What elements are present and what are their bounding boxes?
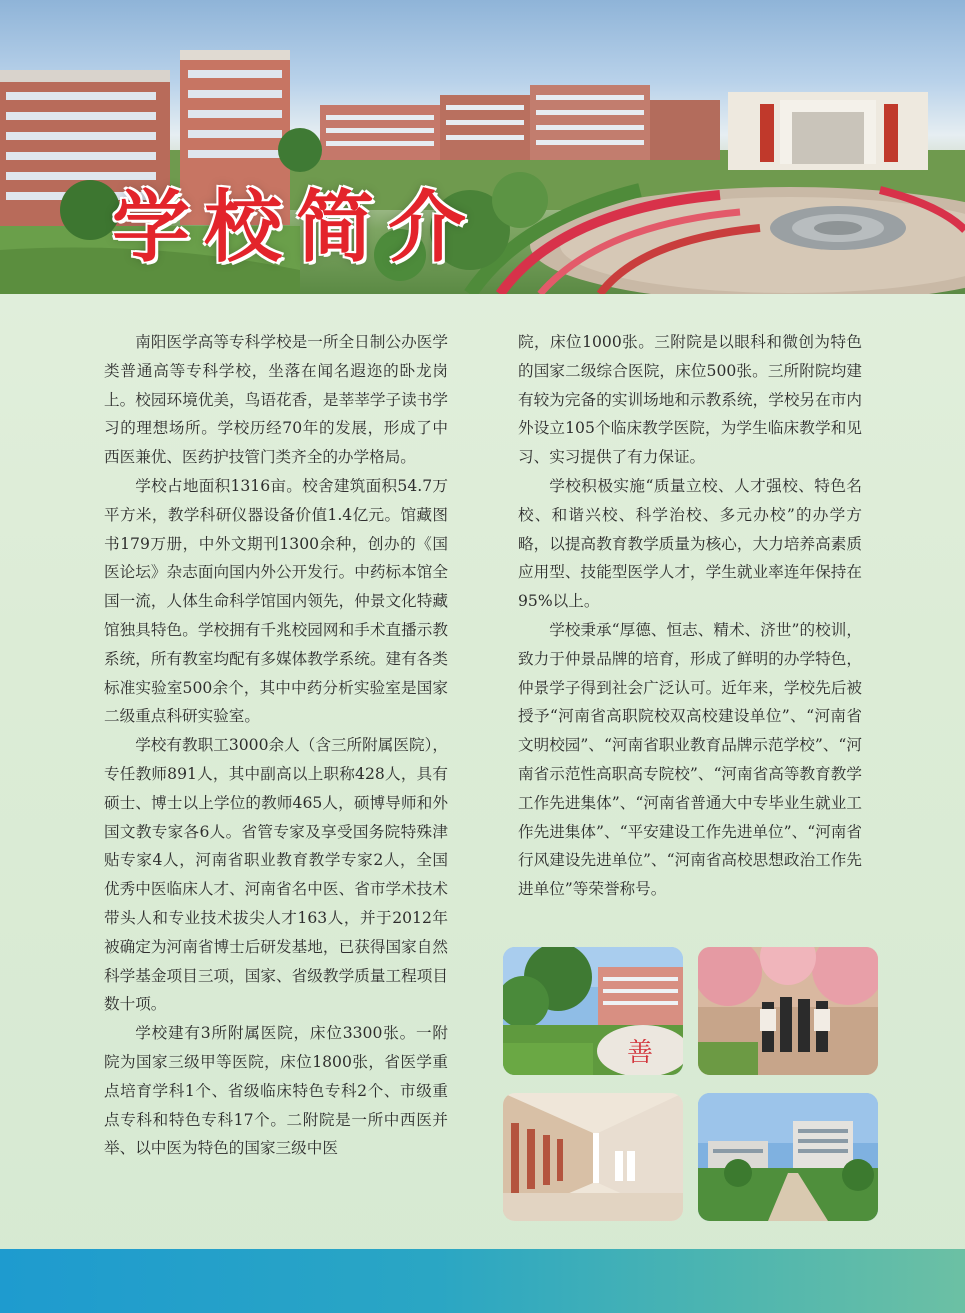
campus-banner: [0, 0, 965, 294]
photo-campus-building: [698, 1093, 878, 1221]
intro-right-column: [518, 328, 862, 904]
footer-band: [0, 1249, 965, 1313]
intro-paragraph: 学校占地面积1316亩。校舍建筑面积54.7万平方米，教学科研仪器设备价值1.4亿元。馆藏图书179万册，中外文期刊1300余种，创办的《国医论坛》杂志面向国内外公开发行。中药标本馆全国一流，人体生命科学馆国内领先，仲景文化特藏馆独具特色。学校拥有千兆校园网和手术直播示教系统，所有教室均配有多媒体教学系统。建有各类标准实验室500余个，其中中药分析实验室是国家二级重点科研实验室。: [104, 476, 448, 726]
intro-paragraph: 学校秉承“厚德、恒志、精术、济世”的校训，致力于仲景品牌的培育，形成了鲜明的办学特色，仲景学子得到社会广泛认可。近年来，学校先后被授予“河南省高职院校双高校建设单位”、“河南省文明校园”、“河南省职业教育品牌示范学校”、“河南省示范性高职高专院校”、“河南省高等教育教学工作先进集体”、“河南省普通大中专毕业生就业工作先进集体”、“平安建设工作先进单位”、“河南省行风建设先进单位”、“河南省高校思想政治工作先进单位”等荣誉称号。: [518, 620, 862, 899]
stone-inscription: 善: [627, 1038, 654, 1068]
intro-left-column: [104, 328, 448, 1163]
intro-paragraph: 南阳医学高等专科学校是一所全日制公办医学类普通高等专科学校，坐落在闻名遐迩的卧龙岗上。校园环境优美，鸟语花香，是莘莘学子读书学习的理想场所。学校历经70年的发展，形成了中西医兼优、医药护技管门类齐全的办学格局。: [104, 333, 448, 467]
page-title: 学校简介: [112, 182, 481, 273]
intro-paragraph-continued: 院，床位1000张。三附院是以眼科和微创为特色的国家二级综合医院，床位500张。三所附院均建有较为完备的实训场地和示教系统，学校另在市内外设立105个临床教学医院，为学生临床教学和见习、实习提供了有力保证。: [518, 333, 862, 467]
photo-students-walking: [698, 947, 878, 1075]
library-building: [728, 92, 928, 170]
intro-paragraph: 学校建有3所附属医院，床位3300张。一附院为国家三级甲等医院，床位1800张，省医学重点培育学科1个、省级临床特色专科2个、市级重点专科和特色专科17个。二附院是一所中西医并举、以中医为特色的国家三级中医: [104, 1024, 448, 1158]
photo-specimen-hall: [503, 1093, 683, 1221]
intro-paragraph: 学校积极实施“质量立校、人才强校、特色名校、和谐兴校、科学治校、多元办校”的办学方略，以提高教育教学质量为核心，大力培养高素质应用型、技能型医学人才，学生就业率连年保持在95%以上。: [518, 476, 862, 611]
photo-campus-stone: [503, 947, 683, 1075]
intro-paragraph: 学校有教职工3000余人（含三所附属医院），专任教师891人，其中副高以上职称428人，具有硕士、博士以上学位的教师465人，硕博导师和外国文教专家各6人。省管专家及享受国务院特殊津贴专家4人，河南省职业教育教学专家2人，全国优秀中医临床人才、河南省名中医、省市学术技术带头人和专业技术拔尖人才163人，并于2012年被确定为河南省博士后研发基地，已获得国家自然科学基金项目三项，国家、省级教学质量工程项目数十项。: [104, 736, 448, 1014]
middle-buildings: [320, 85, 720, 160]
